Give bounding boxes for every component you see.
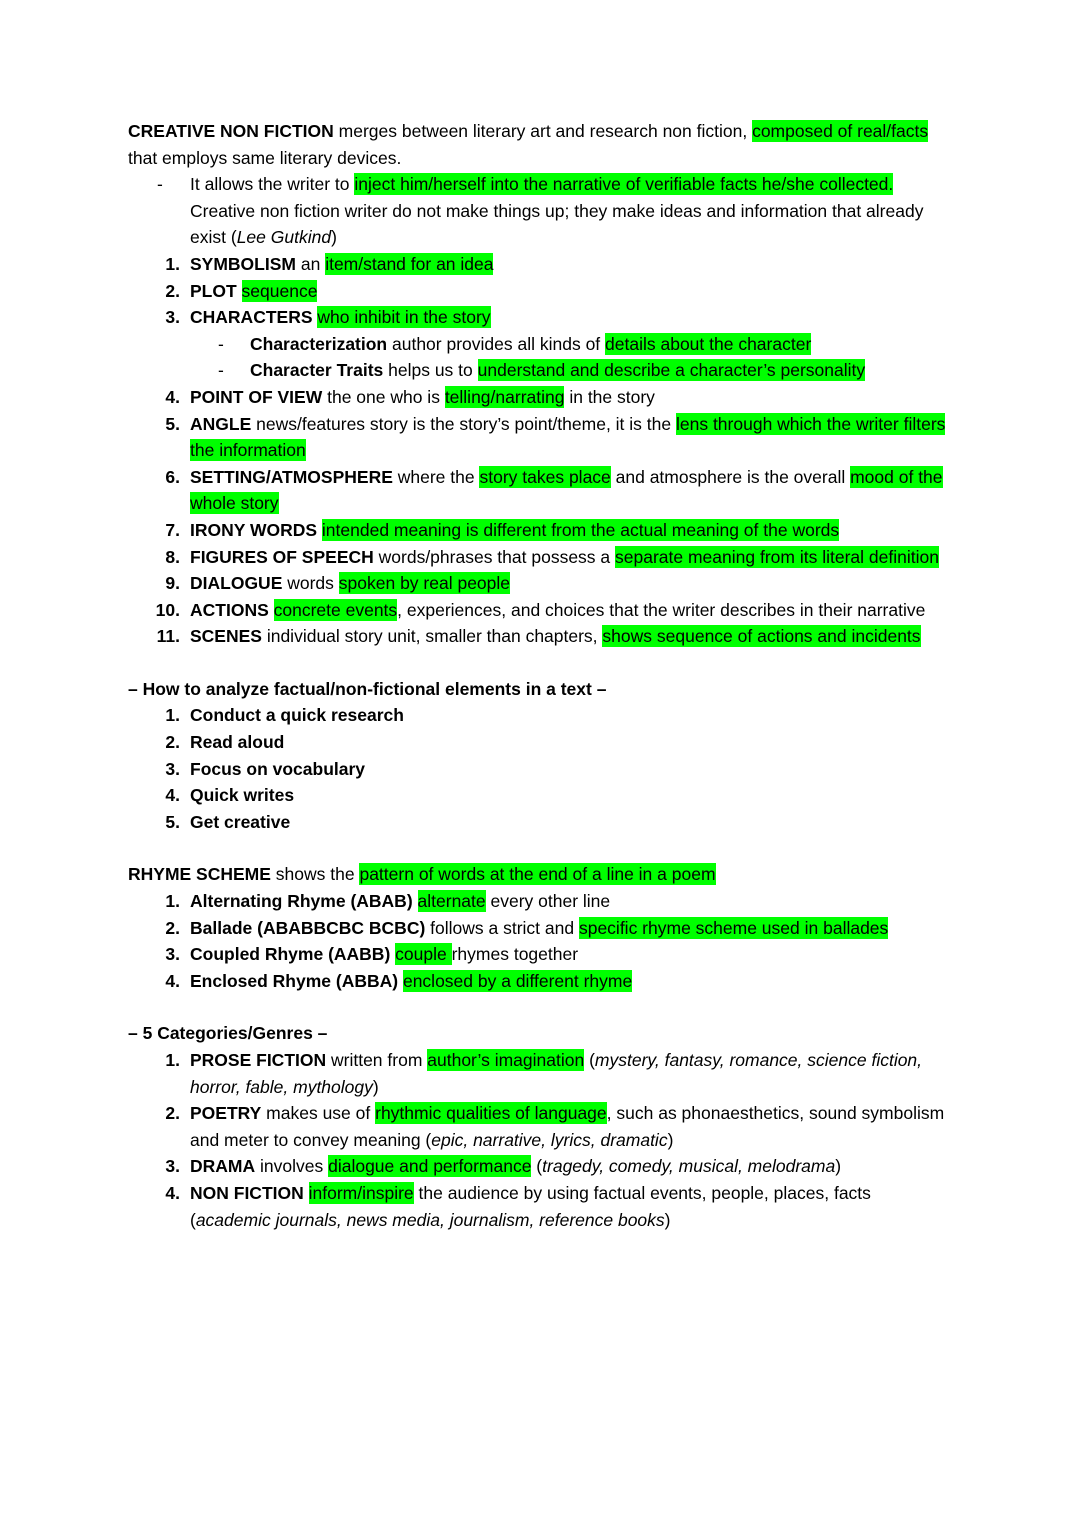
list-item [128, 1100, 952, 1153]
item-highlight-1: shows sequence of actions and incidents [602, 626, 921, 647]
list-item [128, 702, 952, 729]
item-highlight-1: separate meaning from its literal definition [615, 546, 939, 567]
item-text-2: in the story [564, 386, 655, 407]
item-text-2: and atmosphere is the overall [610, 466, 851, 487]
item-text-2: ( [531, 1156, 543, 1177]
term-alternating-rhyme: Alternating Rhyme (ABAB) [190, 891, 413, 912]
analyze-item-2: Read aloud [190, 732, 285, 753]
item-highlight-1: inform/inspire [308, 1182, 414, 1203]
analyze-list [128, 702, 952, 835]
item-text-2: , such as phonaesthetics, sound symbolism and meter to convey meaning ( [190, 1103, 945, 1150]
list-item [128, 809, 952, 836]
creative-non-fiction-intro [128, 118, 952, 171]
list-item [128, 544, 952, 571]
item-text-1 [304, 1183, 309, 1203]
section-spacer [128, 994, 952, 1020]
item-highlight-1: telling/narrating [444, 386, 565, 407]
item-text-1: words [282, 573, 339, 594]
term-point-of-view: POINT OF VIEW [190, 386, 323, 407]
list-item [128, 304, 952, 384]
document-body [128, 118, 952, 1233]
list-item [128, 1153, 952, 1180]
term-characterization: Characterization [250, 333, 388, 354]
term-symbolism: SYMBOLISM [190, 253, 296, 274]
term-setting-atmosphere: SETTING/ATMOSPHERE [190, 466, 393, 487]
item-italic-1: epic, narrative, lyrics, dramatic [431, 1129, 668, 1150]
term-non-fiction: NON FICTION [190, 1182, 304, 1203]
list-item [128, 411, 952, 464]
list-item [128, 517, 952, 544]
term-rhyme-scheme: RHYME SCHEME [128, 864, 271, 885]
item-text-2: the audience by using factual events, people, places, facts ( [190, 1182, 871, 1230]
list-item [190, 357, 952, 384]
list-item [128, 756, 952, 783]
dash-text-1: It allows the writer to [190, 174, 355, 195]
dash-text-2: Creative non fiction writer do not make things up; they make ideas and information that already exist ( [190, 200, 924, 248]
term-figures-of-speech: FIGURES OF SPEECH [190, 546, 374, 567]
term-prose-fiction: PROSE FICTION [190, 1050, 327, 1070]
item-text-3: ) [372, 1076, 379, 1097]
item-text-1: written from [326, 1050, 428, 1070]
dash-highlight-1: inject him/herself into the narrative of verifiable facts he/she collected. [354, 174, 894, 195]
item-text-2: ( [584, 1050, 595, 1070]
list-item [128, 1047, 952, 1100]
item-italic-1: mystery, fantasy, romance, science fiction, horror, fable, mythology [190, 1050, 923, 1097]
item-highlight-1: alternate [417, 891, 486, 912]
item-italic-1: tragedy, comedy, musical, melodrama [542, 1156, 836, 1177]
item-highlight-1: who inhibit in the story [317, 307, 491, 328]
list-item [128, 464, 952, 517]
analyze-item-3: Focus on vocabulary [190, 758, 366, 779]
item-text-1: where the [392, 466, 480, 487]
term-scenes: SCENES [190, 626, 262, 647]
term-coupled-rhyme: Coupled Rhyme (AABB) [190, 944, 391, 965]
list-item [128, 1180, 952, 1233]
sub-highlight-1: details about the character [605, 333, 812, 354]
creative-non-fiction-dash-list [128, 171, 952, 251]
item-highlight-2: mood of the whole story [190, 466, 943, 514]
intro-text-1: shows the [270, 864, 360, 885]
analyze-heading: – How to analyze factual/non-fictional elements in a text – [128, 678, 607, 699]
item-highlight-1: dialogue and performance [328, 1156, 532, 1177]
item-text-1: an [295, 253, 326, 274]
rhyme-scheme-intro [128, 861, 952, 888]
item-text-1: follows a strict and [425, 917, 579, 938]
item-italic-1: academic journals, news media, journalism, reference books [195, 1209, 665, 1230]
item-highlight-1: author’s imagination [427, 1050, 585, 1070]
item-text-1: involves [255, 1156, 329, 1177]
term-dialogue: DIALOGUE [190, 573, 283, 594]
list-item [190, 331, 952, 358]
list-item [128, 888, 952, 915]
rhyme-scheme-list [128, 888, 952, 994]
characters-sublist [190, 331, 952, 384]
term-drama: DRAMA [190, 1156, 256, 1177]
item-text-1: words/phrases that possess a [373, 546, 616, 567]
list-item [128, 782, 952, 809]
term-character-traits: Character Traits [250, 360, 384, 381]
dash-text-3: ) [331, 227, 337, 248]
term-characters: CHARACTERS [190, 307, 313, 328]
intro-highlight-1: composed of real/facts [752, 121, 929, 141]
item-highlight-1: specific rhyme scheme used in ballades [578, 917, 889, 938]
categories-list [128, 1047, 952, 1233]
term-creative-non-fiction: CREATIVE NON FICTION [128, 121, 334, 141]
item-highlight-1: concrete events [273, 599, 398, 620]
sub-text-1: author provides all kinds of [387, 333, 606, 354]
list-item [128, 941, 952, 968]
term-ballade: Ballade (ABABBCBC BCBC) [190, 917, 426, 938]
item-text-3: ) [835, 1156, 842, 1177]
analyze-item-5: Get creative [190, 811, 291, 832]
list-item [128, 278, 952, 305]
list-item [128, 968, 952, 995]
list-item [128, 251, 952, 278]
item-highlight-1: intended meaning is different from the actual meaning of the words [321, 519, 840, 540]
item-text-2: every other line [485, 891, 611, 912]
item-highlight-1: couple [395, 944, 452, 965]
item-highlight-1: enclosed by a different rhyme [402, 970, 633, 991]
intro-text-1: merges between literary art and research non fiction, [333, 121, 753, 141]
item-text-1 [413, 891, 418, 911]
list-item [128, 171, 952, 251]
term-angle: ANGLE [190, 413, 252, 434]
term-irony-words: IRONY WORDS [190, 519, 318, 540]
analyze-item-1: Conduct a quick research [190, 705, 404, 726]
list-item [128, 623, 952, 650]
item-text-1: news/features story is the story’s point/theme, it is the [251, 413, 676, 434]
sub-highlight-1: understand and describe a character’s personality [477, 360, 866, 381]
list-item [128, 729, 952, 756]
item-text-2: , experiences, and choices that the writer describes in their narrative [397, 599, 926, 620]
item-text-1: the one who is [322, 386, 445, 407]
item-highlight-1: lens through which the writer filters the information [190, 413, 946, 461]
section-spacer [128, 835, 952, 861]
item-text-1 [269, 600, 274, 620]
term-actions: ACTIONS [190, 599, 269, 620]
intro-highlight-1: pattern of words at the end of a line in a poem [359, 864, 716, 885]
creative-non-fiction-list [128, 251, 952, 650]
item-text-1: makes use of [261, 1103, 376, 1124]
list-item [128, 915, 952, 942]
term-poetry: POETRY [190, 1103, 262, 1124]
item-highlight-1: item/stand for an idea [325, 253, 494, 274]
item-highlight-1: sequence [241, 280, 318, 301]
categories-heading: – 5 Categories/Genres – [128, 1023, 328, 1044]
term-enclosed-rhyme: Enclosed Rhyme (ABBA) [190, 970, 399, 991]
item-highlight-1: story takes place [479, 466, 611, 487]
intro-text-2: that employs same literary devices. [128, 147, 402, 168]
list-item [128, 597, 952, 624]
sub-text-1: helps us to [383, 360, 478, 381]
dash-italic-1: Lee Gutkind [236, 227, 332, 248]
item-text-1: individual story unit, smaller than chapters, [261, 626, 603, 647]
item-text-3: ) [667, 1129, 674, 1150]
item-text-2: rhymes together [451, 944, 579, 965]
item-highlight-1: rhythmic qualities of language [375, 1103, 607, 1124]
list-item [128, 570, 952, 597]
item-text-3: ) [664, 1209, 671, 1230]
list-item [128, 384, 952, 411]
item-text-1 [237, 281, 242, 301]
analyze-item-4: Quick writes [190, 785, 295, 806]
item-highlight-1: spoken by real people [338, 573, 511, 594]
section-spacer [128, 650, 952, 676]
term-plot: PLOT [190, 280, 237, 301]
